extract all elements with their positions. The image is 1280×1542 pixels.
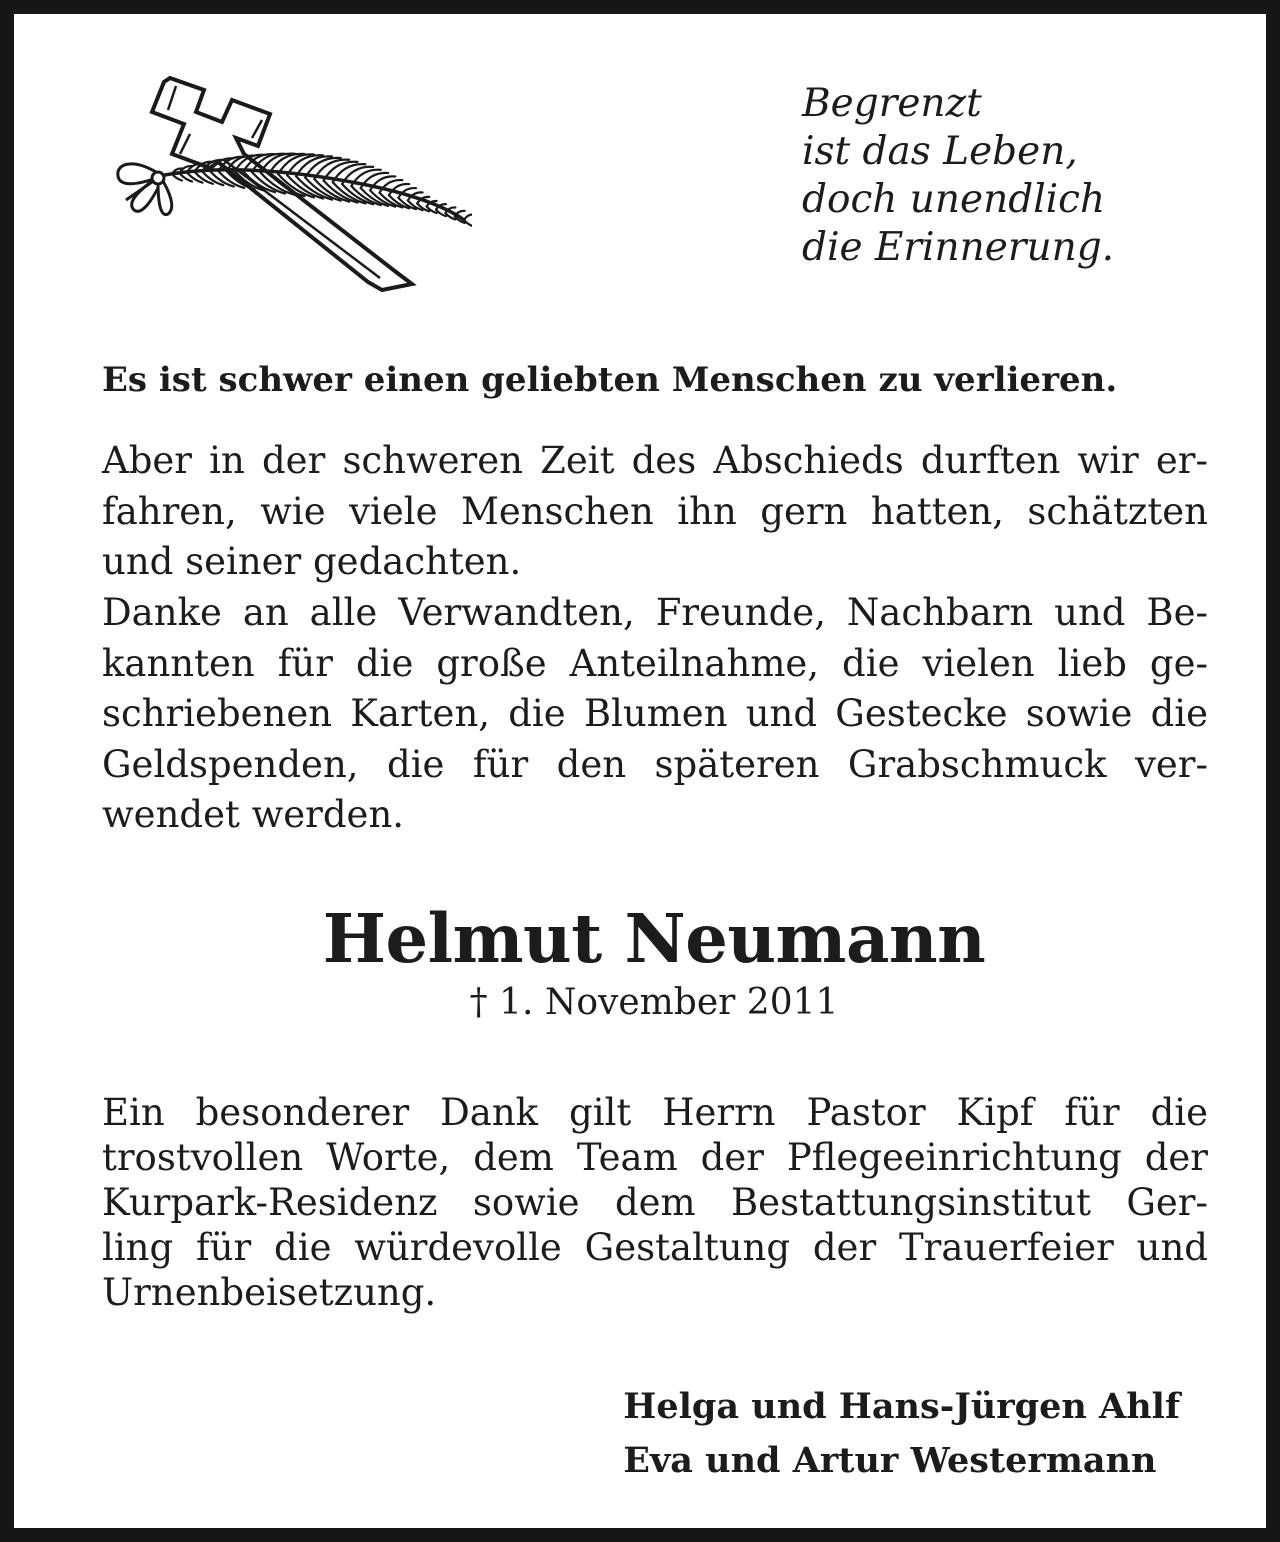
motto-line: die Erinnerung. <box>802 225 1115 270</box>
motto-line: doch unendlich <box>802 177 1106 222</box>
signature-line: Helga und Hans-Jürgen Ahlf <box>623 1386 1180 1427</box>
death-date: † 1. November 2011 <box>469 982 839 1023</box>
cross-with-palm-branch-icon <box>112 72 472 294</box>
signatures <box>623 1380 1180 1488</box>
paragraph-line: wendet werden. <box>102 793 405 836</box>
paragraph-line: Geldspenden, die für den späteren Grabschmuck ver- <box>102 742 1208 786</box>
paragraph-line: Kurpark-Residenz sowie dem Bestattungsinstitut Ger- <box>102 1181 1208 1224</box>
paragraph-line: Danke an alle Verwandten, Freunde, Nachbarn und Be- <box>102 591 1208 634</box>
paragraph-line: Aber in der schweren Zeit des Abschieds durften wir er- <box>102 439 1208 482</box>
thanks-paragraph-2 <box>102 588 1208 841</box>
paragraph-line: ling für die würdevolle Gestaltung der Trauerfeier und <box>102 1226 1208 1269</box>
paragraph-line: Urnenbeisetzung. <box>102 1271 437 1314</box>
headline: Es ist schwer einen geliebten Menschen zu verlieren. <box>102 360 1118 400</box>
deceased-name: Helmut Neumann <box>322 899 986 978</box>
motto-line: ist das Leben, <box>802 129 1078 174</box>
signature-line: Eva und Artur Westermann <box>623 1440 1157 1481</box>
paragraph-line: trostvollen Worte, dem Team der Pflegeeinrichtung der <box>102 1136 1208 1179</box>
motto-line: Begrenzt <box>802 81 982 126</box>
paragraph-line: fahren, wie viele Menschen ihn gern hatten, schätzten <box>102 489 1208 533</box>
paragraph-line: Ein besonderer Dank gilt Herrn Pastor Kipf für die <box>102 1091 1208 1134</box>
paragraph-line: und seiner gedachten. <box>102 540 522 583</box>
paragraph-line: schriebenen Karten, die Blumen und Gestecke sowie die <box>102 692 1208 735</box>
paragraph-line: kannten für die große Anteilnahme, die vielen lieb ge- <box>102 641 1208 685</box>
thanks-paragraph-1 <box>102 436 1208 588</box>
motto-verse <box>802 80 1242 272</box>
special-thanks-paragraph <box>102 1090 1208 1315</box>
